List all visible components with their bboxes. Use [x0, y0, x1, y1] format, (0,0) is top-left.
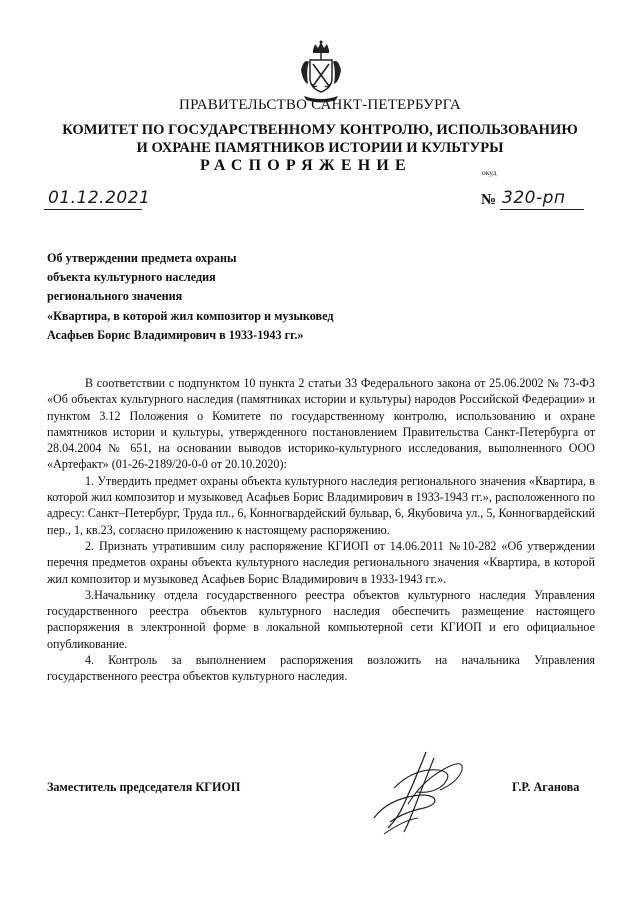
number-sign: №	[481, 192, 497, 208]
subject-line: регионального значения	[47, 289, 183, 304]
document-date: 01.12.2021	[48, 188, 151, 208]
date-underline	[44, 209, 142, 210]
clause-2: 2. Признать утратившим силу распоряжение КГИОП от 14.06.2011 №10-282 «Об утверждении перечня предметов охраны объекта культурного наследия регионального значения «Квартира, в которой жил композитор и музыковед Асафьев Борис Владимирович в 1933-1943 гг.».	[47, 538, 595, 586]
document-subject	[47, 249, 427, 345]
clause-3: 3.Начальнику отдела государственного реестра объектов культурного наследия Управления государственного реестра объектов культурного наследия обеспечить размещение настоящего распоряжения в электронной форме в локальной компьютерной сети КГИОП и его официальное опубликование.	[47, 587, 595, 651]
committee-name-line-1: КОМИТЕТ ПО ГОСУДАРСТВЕННОМУ КОНТРОЛЮ, ИСПОЛЬЗОВАНИЮ	[62, 122, 578, 138]
signatory-title: Заместитель председателя КГИОП	[47, 780, 241, 794]
coat-of-arms-icon	[298, 40, 344, 104]
document-type: РАСПОРЯЖЕНИЕ	[200, 157, 412, 174]
okud-label: окуд	[482, 168, 497, 177]
number-underline	[500, 209, 584, 210]
handwritten-signature-icon	[364, 748, 484, 836]
subject-line: объекта культурного наследия	[47, 270, 216, 285]
clause-4: 4. Контроль за выполнением распоряжения возложить на начальника Управления государственного реестра объектов культурного наследия.	[47, 653, 595, 684]
preamble-paragraph: В соответствии с подпунктом 10 пункта 2 статьи 33 Федерального закона от 25.06.2002 № 73-ФЗ «Об объектах культурного наследия (памятниках истории и культуры) народов Российской Федерации» и пунктом 3.12 Положения о Комитете по государственному контролю, использованию и охране памятников истории и культуры, утвержденного постановлением Правительства Санкт-Петербурга от 28.04.2004 № 651, на основании выводов историко-культурного исследования, выполненного ООО «Артефакт» (01-26-2189/20-0-0 от 20.10.2020):	[47, 376, 595, 472]
document-body	[47, 375, 595, 685]
government-title: ПРАВИТЕЛЬСТВО САНКТ-ПЕТЕРБУРГА	[179, 97, 461, 113]
signatory-name: Г.Р. Аганова	[512, 780, 580, 794]
subject-line: Асафьев Борис Владимирович в 1933-1943 гг.»	[47, 327, 304, 342]
clause-1: 1. Утвердить предмет охраны объекта культурного наследия регионального значения «Квартира, в которой жил композитор и музыковед Асафьев Борис Владимирович в 1933-1943 гг.», расположенного по адресу: Санкт–Петербург, Труда пл., 6, Конногвардейский бульвар, 6, Якубовича ул., 5, Конногвардейский пер., 1, кв.23, согласно приложению к настоящему распоряжению.	[47, 473, 595, 537]
subject-line: Об утверждении предмета охраны	[47, 251, 237, 265]
committee-name	[20, 121, 620, 157]
committee-name-line-2: И ОХРАНЕ ПАМЯТНИКОВ ИСТОРИИ И КУЛЬТУРЫ	[136, 140, 504, 156]
subject-line: «Квартира, в которой жил композитор и музыковед	[47, 308, 334, 323]
document-number: 320-рп	[502, 188, 566, 208]
